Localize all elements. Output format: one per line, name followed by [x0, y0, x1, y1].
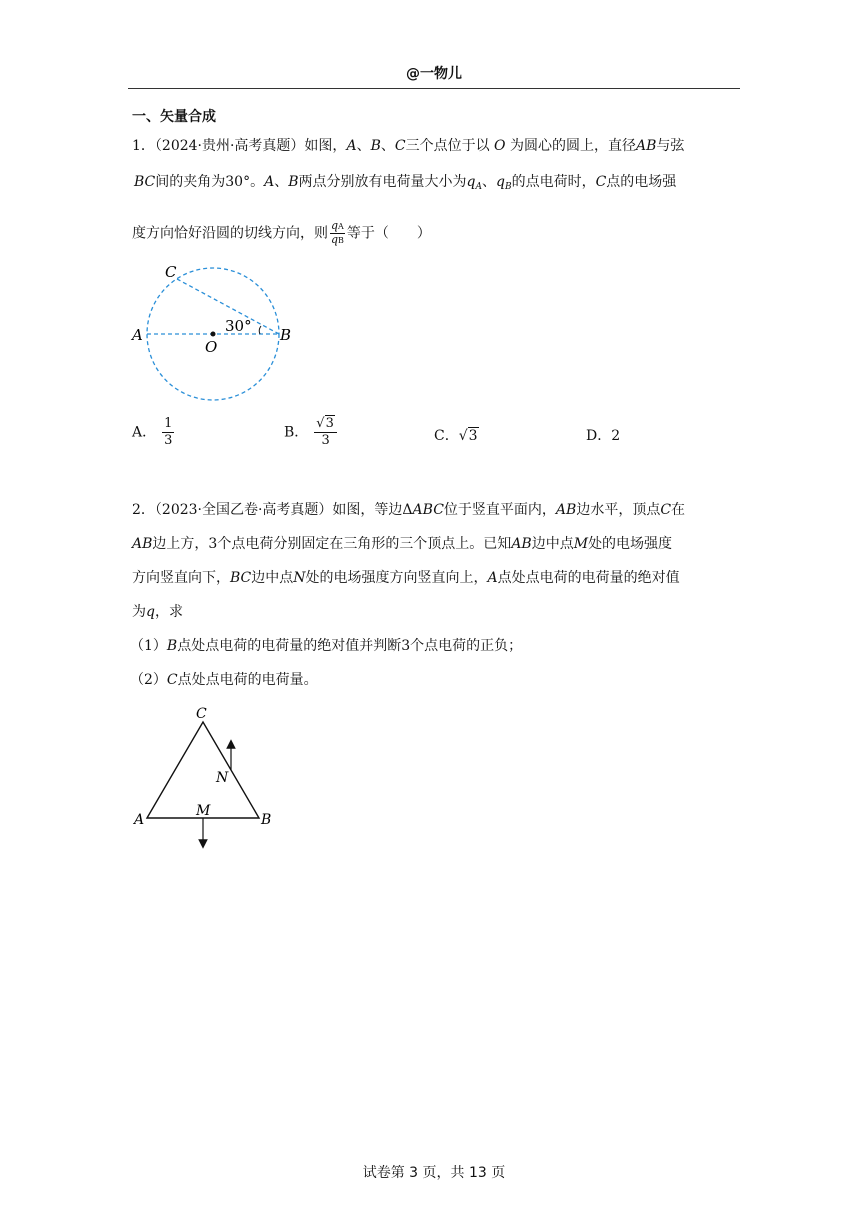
label-o: O [205, 338, 218, 356]
q2-line-2: AB边上方，3个点电荷分别固定在三角形的三个顶点上。已知AB边中点M处的电场强度 [132, 536, 673, 552]
header-title: @一物儿 [406, 66, 462, 82]
label-c: C [196, 706, 207, 722]
sqrt-symbol: √3 [316, 416, 334, 431]
angle-arc [259, 326, 261, 334]
q1-line-3: 度方向恰好沿圆的切线方向，则 $\frac{qA}{qB}$ 等于（ ） [132, 219, 431, 246]
q2-triangle-figure [130, 702, 280, 852]
q1-line-1: 1．（2024·贵州·高考真题）如图，A、B、C三个点位于以 O 为圆心的圆上，直径AB与弦 [132, 138, 685, 154]
page-header [128, 64, 740, 89]
q2-line-4: 为q，求 [132, 604, 183, 620]
q-ratio-fraction: $\frac{qA}{qB}$ [330, 219, 344, 246]
q2-line-3: 方向竖直向下，BC边中点N处的电场强度方向竖直向上，A点处点电荷的电荷量的绝对值 [132, 570, 680, 586]
q2-line-1: 2．（2023·全国乙卷·高考真题）如图，等边ΔABC位于竖直平面内，AB边水平，顶点C在 [132, 502, 686, 518]
label-b: B [280, 326, 292, 344]
q1-line-2: BC间的夹角为30°。A、B两点分别放有电荷量大小为$q_A$、$q_B$的点电荷时，C点的电场强 [134, 174, 677, 192]
option-d[interactable]: D．2 [586, 428, 621, 444]
q2-sub-2: （2）C点处点电荷的电荷量。 [130, 672, 318, 688]
section-title: 一、矢量合成 [132, 109, 216, 125]
label-b: B [261, 812, 272, 828]
option-a[interactable]: A． $\frac{1}{3}$ [132, 416, 173, 448]
angle-label: 30° [225, 317, 252, 335]
label-n: N [216, 770, 229, 786]
sqrt-symbol: √3 [458, 428, 478, 444]
label-a: A [134, 812, 145, 828]
option-b[interactable]: B． $\frac{√3}{3}$ [284, 416, 337, 449]
label-a: A [132, 326, 143, 344]
label-m: M [196, 803, 211, 819]
q1-circle-figure [130, 260, 300, 410]
label-c: C [165, 263, 177, 281]
option-c[interactable]: C．√3 [434, 428, 478, 444]
page-footer: 试卷第 3 页，共 13 页 [362, 1165, 506, 1181]
center-point [211, 332, 216, 337]
q2-sub-1: （1）B点处点电荷的电荷量的绝对值并判断3个点电荷的正负； [130, 638, 523, 654]
